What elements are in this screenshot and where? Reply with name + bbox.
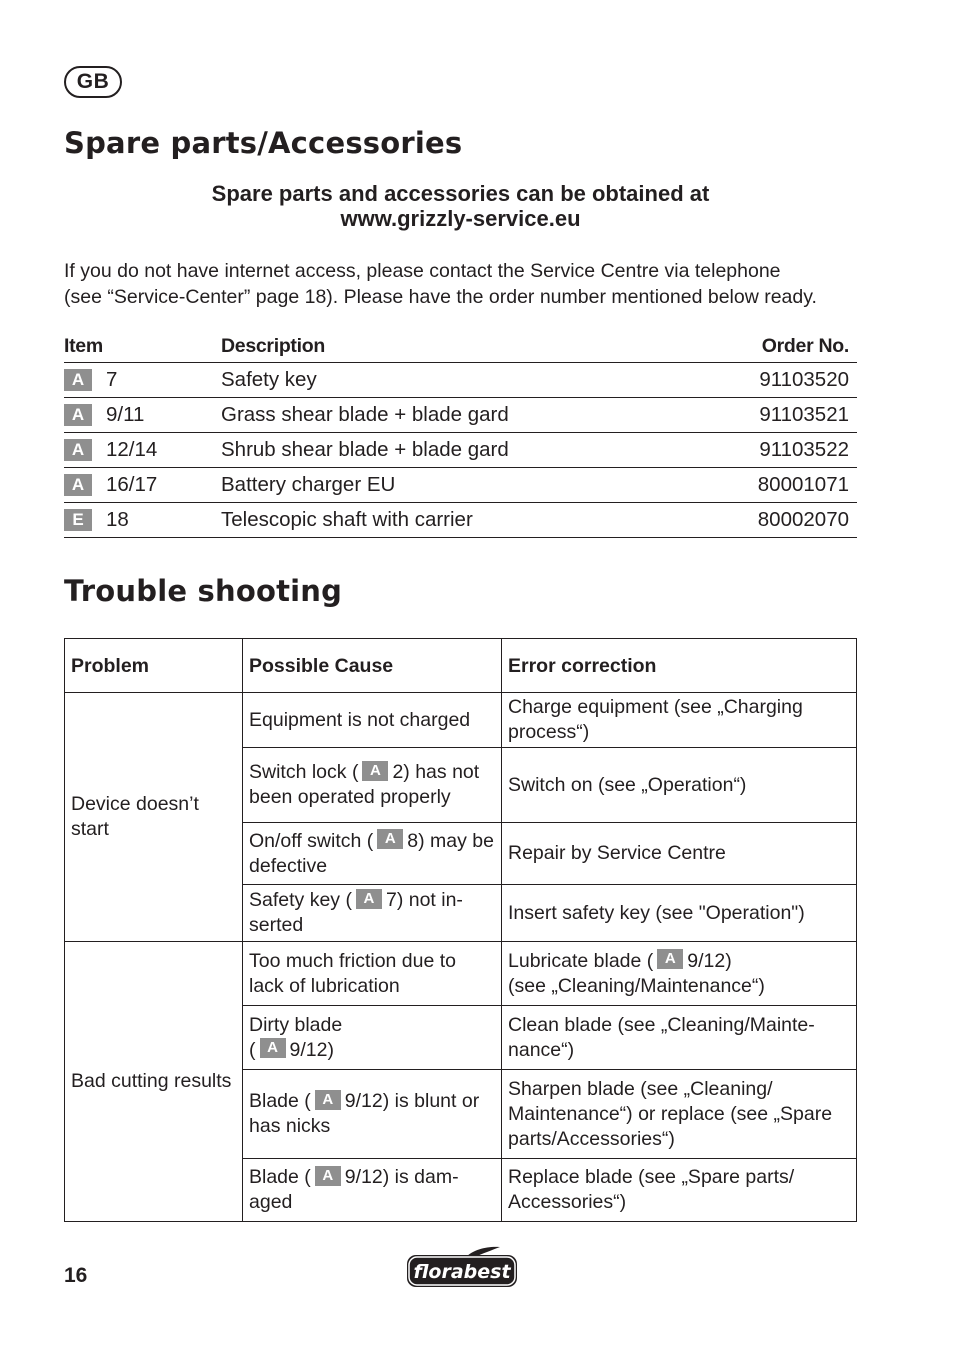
intro-paragraph <box>64 258 864 310</box>
correction-cell: Sharpen blade (see „Cleaning/ Maintenance“) or replace (see „Spare parts/Accessories“) <box>502 1070 857 1159</box>
item-number: 12/14 <box>106 438 158 461</box>
cause-text: Dirty blade <box>249 1013 343 1036</box>
cause-cell: Equipment is not charged <box>243 693 502 748</box>
col-possible-cause: Possible Cause <box>243 639 502 693</box>
cause-cell: Too much friction due to lack of lubrication <box>243 942 502 1006</box>
item-number: 18 <box>106 508 129 531</box>
trouble-header-row <box>65 639 857 693</box>
spare-parts-table <box>64 330 857 538</box>
problem-text: Device doesn’t start <box>71 793 199 840</box>
parts-item-cell <box>64 398 221 433</box>
cause-cell <box>243 1006 502 1070</box>
page-number: 16 <box>64 1264 88 1287</box>
spare-parts-subheading <box>64 181 857 231</box>
language-badge: GB <box>64 66 122 98</box>
cause-text: Blade ( <box>249 1166 311 1188</box>
parts-header-row <box>64 330 857 363</box>
parts-item-cell <box>64 433 221 468</box>
parts-description: Telescopic shaft with carrier <box>221 503 694 538</box>
figure-label: A <box>377 829 403 849</box>
cause-cell <box>243 748 502 823</box>
parts-order-no: 91103522 <box>694 433 857 468</box>
intro-line-1: If you do not have internet access, please contact the Service Centre via telephone <box>64 260 781 282</box>
correction-cell <box>502 942 857 1006</box>
cause-text: 8) may be defective <box>249 829 494 877</box>
figure-label: A <box>657 949 683 969</box>
figure-label: A <box>356 889 382 909</box>
cause-text: On/off switch ( <box>249 829 374 852</box>
trouble-shooting-table <box>64 638 857 1222</box>
parts-row <box>64 468 857 503</box>
logo-wordmark: florabest <box>413 1261 511 1283</box>
cause-cell <box>243 885 502 942</box>
parts-description: Safety key <box>221 363 694 398</box>
figure-label: A <box>260 1038 286 1058</box>
cause-cell <box>243 1070 502 1159</box>
parts-description: Shrub shear blade + blade gard <box>221 433 694 468</box>
col-description: Description <box>221 330 694 363</box>
correction-cell: Repair by Service Centre <box>502 823 857 885</box>
cause-text: 9/12) is dam-aged <box>249 1166 459 1213</box>
cause-text: Blade ( <box>249 1090 311 1112</box>
trouble-row <box>65 693 857 748</box>
figure-label: A <box>64 474 92 496</box>
figure-label: A <box>315 1166 341 1186</box>
intro-line-2: (see “Service-Center” page 18). Please have the order number mentioned below ready. <box>64 286 817 308</box>
cause-text: ( <box>249 1038 256 1061</box>
parts-item-cell <box>64 468 221 503</box>
cause-text: Switch lock ( <box>249 761 359 783</box>
cause-text: Safety key ( <box>249 889 352 911</box>
trouble-shooting-heading: Trouble shooting <box>64 574 343 608</box>
cause-text: 9/12) is blunt or has nicks <box>249 1090 480 1137</box>
parts-row <box>64 363 857 398</box>
col-order-no: Order No. <box>694 330 857 363</box>
problem-cell <box>65 693 243 942</box>
parts-order-no: 91103521 <box>694 398 857 433</box>
item-number: 9/11 <box>106 403 145 426</box>
cause-cell <box>243 823 502 885</box>
parts-row <box>64 503 857 538</box>
correction-cell: Charge equipment (see „Charging process“) <box>502 693 857 748</box>
correction-text: (see „Cleaning/Maintenance“) <box>508 974 765 997</box>
cause-text: 9/12) <box>289 1038 334 1061</box>
correction-text: Lubricate blade ( <box>508 949 654 972</box>
figure-label: E <box>64 509 92 531</box>
correction-cell: Switch on (see „Operation“) <box>502 748 857 823</box>
parts-order-no: 80002070 <box>694 503 857 538</box>
correction-cell: Insert safety key (see "Operation") <box>502 885 857 942</box>
service-url: www.grizzly-service.eu <box>340 206 581 231</box>
parts-row <box>64 398 857 433</box>
parts-order-no: 91103520 <box>694 363 857 398</box>
correction-text: 9/12) <box>687 949 732 972</box>
cause-text: 7) not in-serted <box>249 889 463 936</box>
correction-cell: Clean blade (see „Cleaning/Mainte-nance“) <box>502 1006 857 1070</box>
parts-description: Battery charger EU <box>221 468 694 503</box>
parts-row <box>64 433 857 468</box>
parts-item-cell <box>64 503 221 538</box>
correction-cell: Replace blade (see „Spare parts/ Accessories“) <box>502 1159 857 1222</box>
figure-label: A <box>315 1090 341 1110</box>
spare-parts-heading: Spare parts/Accessories <box>64 126 463 160</box>
trouble-row <box>65 942 857 1006</box>
item-number: 7 <box>106 368 118 391</box>
cause-text: 2) has not been operated properly <box>249 761 480 808</box>
col-error-correction: Error correction <box>502 639 857 693</box>
parts-item-cell <box>64 363 221 398</box>
figure-label: A <box>64 439 92 461</box>
problem-cell: Bad cutting results <box>65 942 243 1222</box>
subheading-line-1: Spare parts and accessories can be obtained at <box>211 181 710 206</box>
item-number: 16/17 <box>106 473 158 496</box>
figure-label: A <box>64 404 92 426</box>
col-problem: Problem <box>65 639 243 693</box>
figure-label: A <box>362 761 388 781</box>
cause-cell <box>243 1159 502 1222</box>
figure-label: A <box>64 369 92 391</box>
parts-description: Grass shear blade + blade gard <box>221 398 694 433</box>
col-item: Item <box>64 330 221 363</box>
florabest-logo <box>404 1243 520 1289</box>
parts-order-no: 80001071 <box>694 468 857 503</box>
